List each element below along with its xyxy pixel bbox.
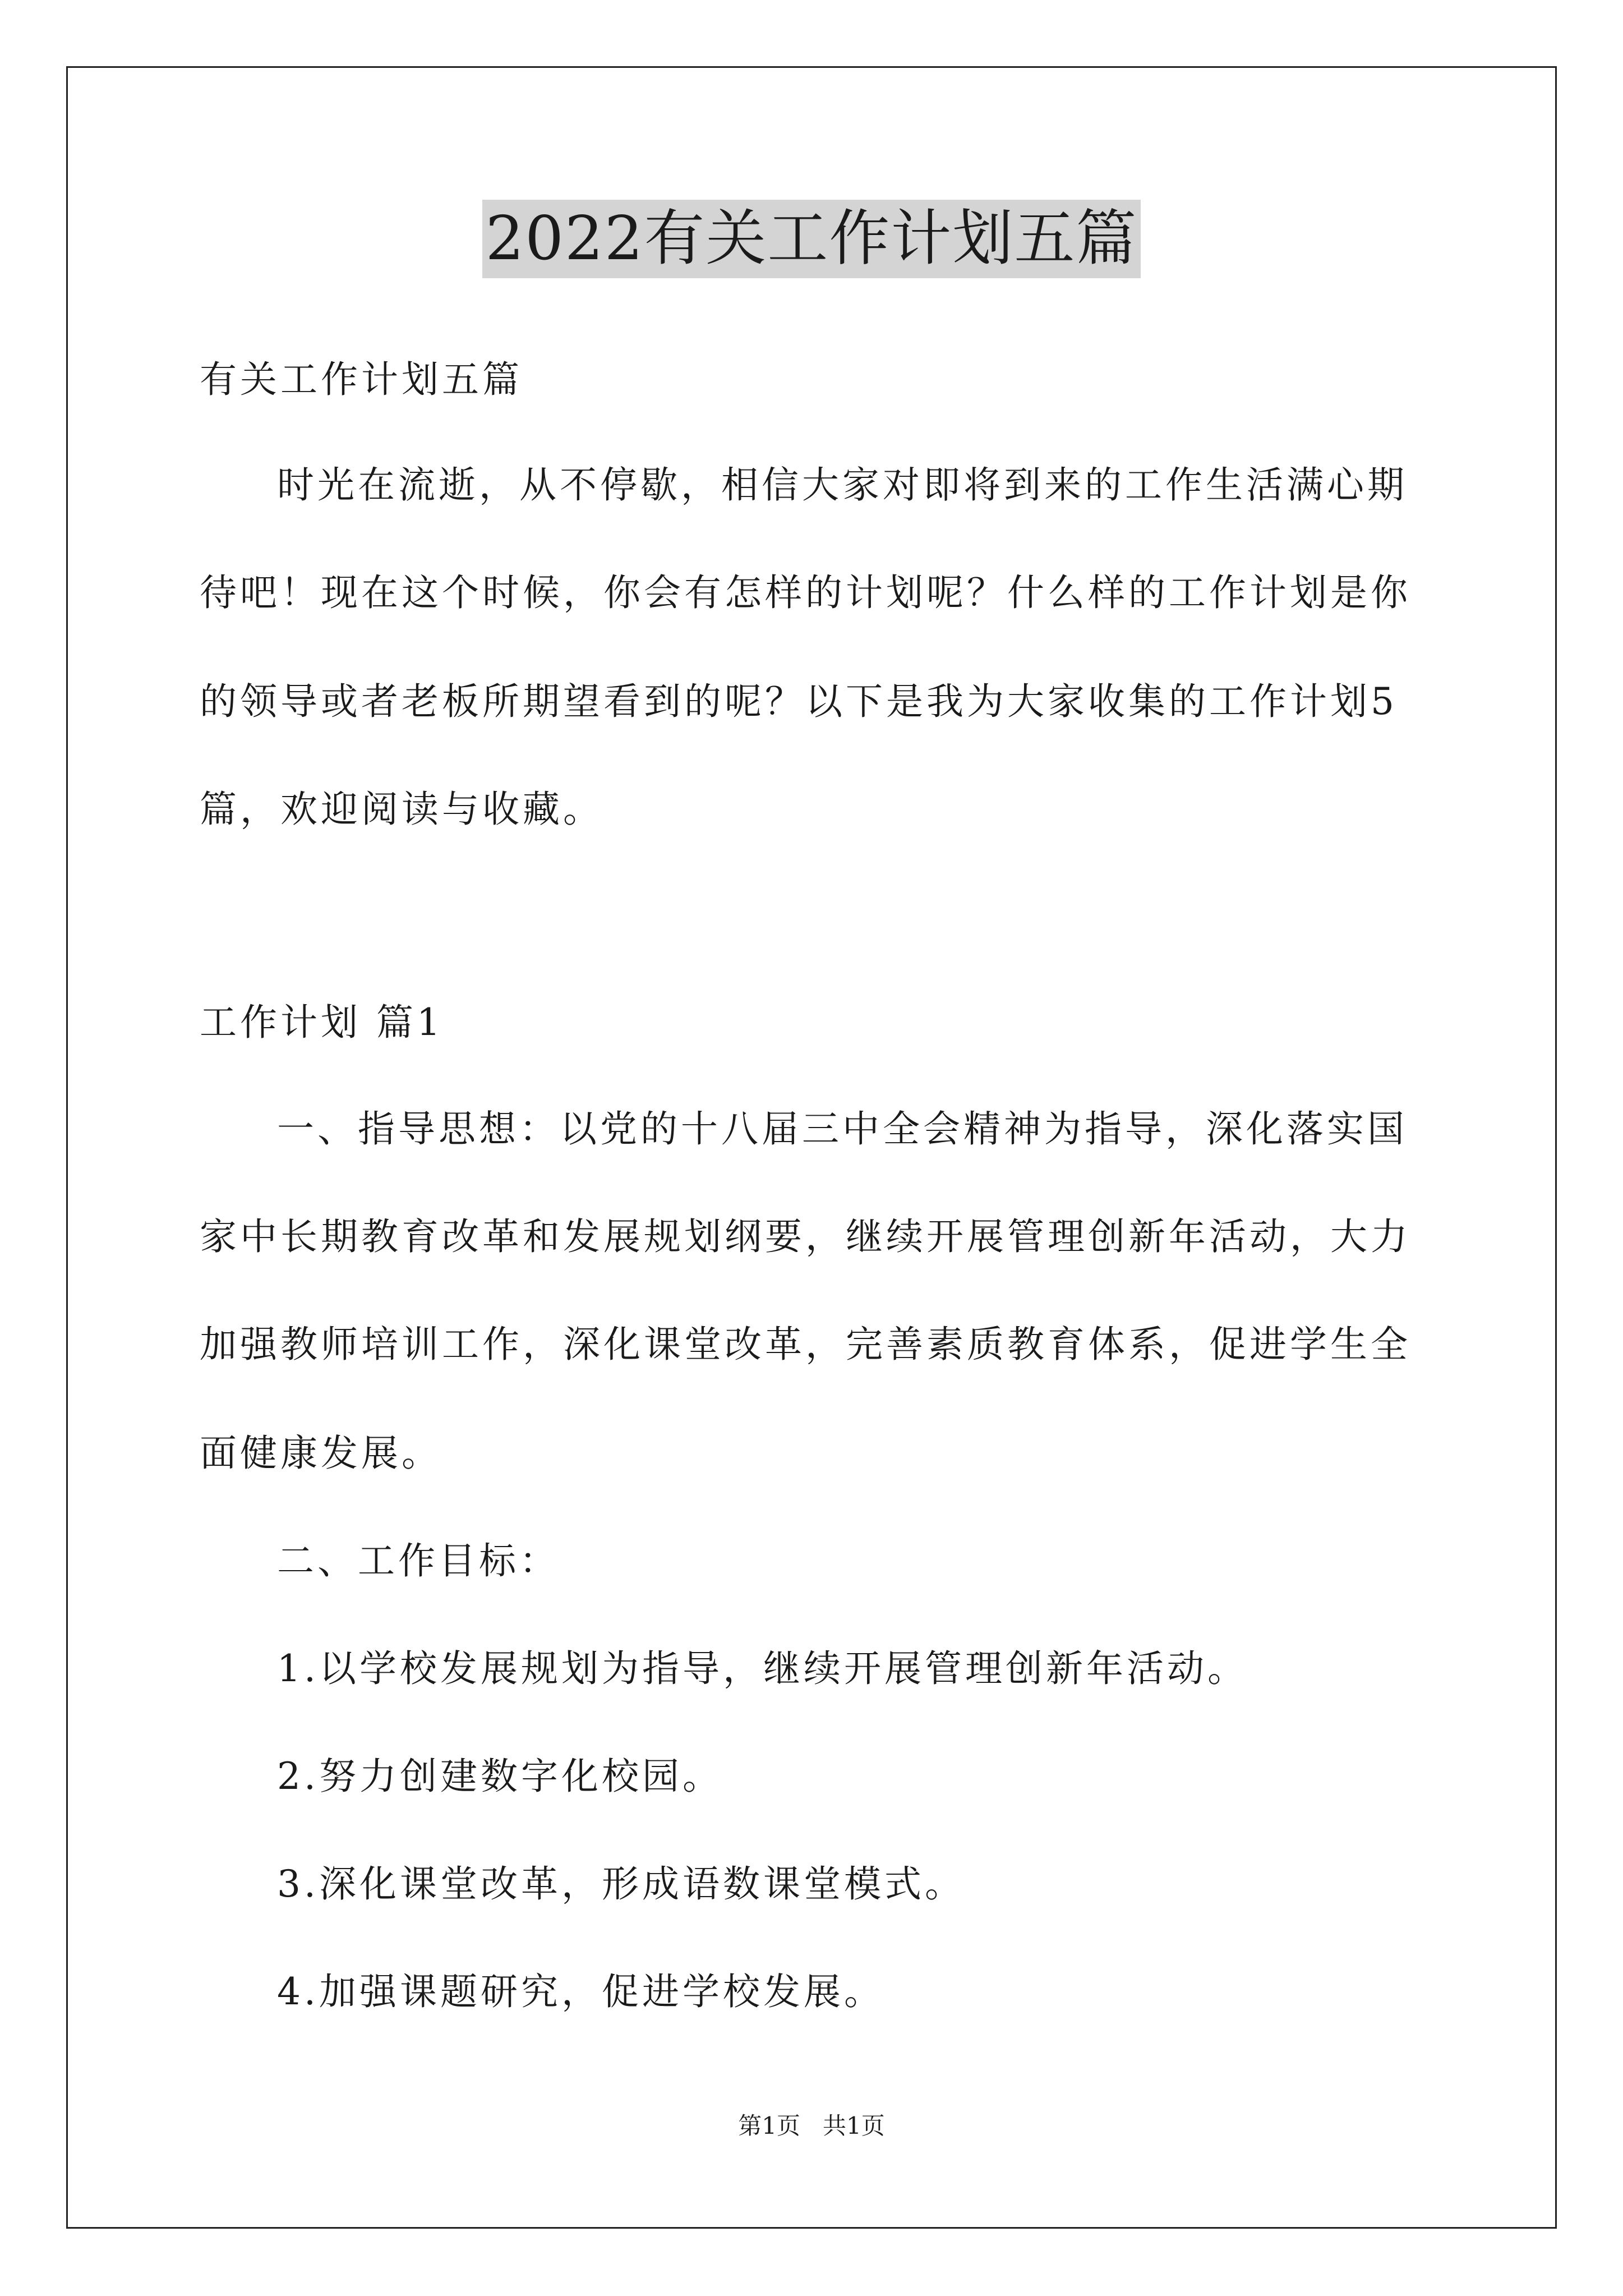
title-wrap — [0, 200, 1623, 278]
guideline-line-1: 一、指导思想：以党的十八届三中全会精神为指导，深化落实国 — [277, 1107, 1408, 1151]
intro-line-4: 篇，欢迎阅读与收藏。 — [200, 788, 603, 831]
intro-line-2: 待吧！现在这个时候，你会有怎样的计划呢？什么样的工作计划是你 — [200, 571, 1411, 614]
intro-line-3: 的领导或者老板所期望看到的呢？以下是我为大家收集的工作计划5 — [200, 680, 1398, 723]
goal-item-1: 1.以学校发展规划为指导，继续开展管理创新年活动。 — [277, 1647, 1248, 1690]
goals-heading: 二、工作目标： — [277, 1539, 560, 1582]
goal-item-2: 2.努力创建数字化校园。 — [277, 1755, 723, 1798]
section-heading: 工作计划 篇1 — [200, 1001, 444, 1044]
goal-item-3: 3.深化课堂改革，形成语数课堂模式。 — [277, 1862, 965, 1906]
intro-line-1: 时光在流逝，从不停歇，相信大家对即将到来的工作生活满心期 — [277, 463, 1408, 507]
guideline-line-2: 家中长期教育改革和发展规划纲要，继续开展管理创新年活动，大力 — [200, 1215, 1411, 1258]
guideline-line-3: 加强教师培训工作，深化课堂改革，完善素质教育体系，促进学生全 — [200, 1323, 1411, 1366]
doc-subtitle: 有关工作计划五篇 — [200, 358, 523, 401]
document-title: 2022有关工作计划五篇 — [482, 200, 1141, 278]
goal-item-4: 4.加强课题研究，促进学校发展。 — [277, 1970, 884, 2013]
guideline-line-4: 面健康发展。 — [200, 1432, 442, 1475]
page-footer: 第1页 共1页 — [738, 2112, 885, 2139]
